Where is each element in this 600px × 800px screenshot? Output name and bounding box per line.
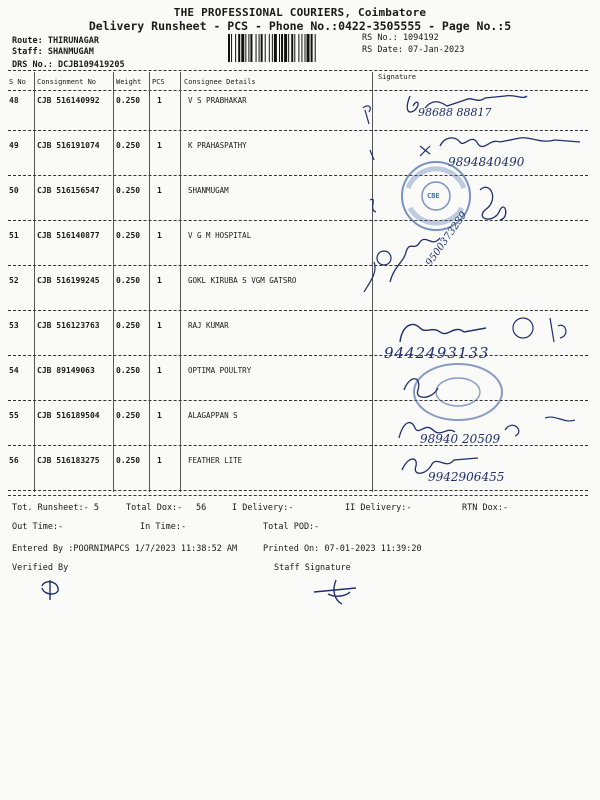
rs-date: RS Date: 07-Jan-2023: [362, 45, 465, 55]
row-consignment-no: CJB 516140877: [37, 231, 100, 240]
total-dox-label: Total Dox:-: [126, 503, 183, 513]
row-consignment-no: CJB 516189504: [37, 411, 100, 420]
printed-on: Printed On: 07-01-2023 11:39:20: [263, 544, 422, 554]
row-consignee-name: V G M HOSPITAL: [188, 231, 252, 240]
row-weight: 0.250: [116, 321, 141, 330]
row-consignee-name: SHANMUGAM: [188, 186, 229, 195]
row-pcs: 1: [157, 141, 162, 150]
handwritten-phone-48: 98688 88817: [418, 106, 492, 119]
col-header-pcs: PCS: [152, 78, 165, 86]
row-consignee-name: FEATHER LITE: [188, 456, 243, 465]
staff-signature: [312, 578, 358, 608]
row-weight: 0.250: [116, 231, 141, 240]
col-header-weight: Weight: [116, 78, 142, 86]
col-header-signature: Signature: [378, 73, 416, 81]
row-consignment-no: CJB 516156547: [37, 186, 100, 195]
row-consignee-name: K PRAHASPATHY: [188, 141, 247, 150]
row-consignee-name: OPTIMA POULTRY: [188, 366, 252, 375]
ii-delivery: II Delivery:-: [345, 503, 412, 513]
footer-rule: [8, 495, 588, 496]
in-time: In Time:-: [140, 522, 187, 532]
handwritten-phone-55: 98940 20509: [420, 432, 501, 446]
handwritten-phone-56: 9942906455: [428, 470, 505, 484]
signature-row-51: [360, 222, 520, 302]
row-pcs: 1: [157, 276, 162, 285]
col-divider: [113, 72, 114, 492]
rtn-dox: RTN Dox:-: [462, 503, 509, 513]
row-divider: [8, 175, 588, 176]
total-pod: Total POD:-: [263, 522, 320, 532]
row-consignee-name: ALAGAPPAN S: [188, 411, 238, 420]
row-consignment-no: CJB 516183275: [37, 456, 100, 465]
row-consignment-no: CJB 516199245: [37, 276, 100, 285]
verified-by: Verified By: [12, 563, 69, 573]
row-pcs: 1: [157, 96, 162, 105]
barcode-image: [228, 34, 356, 62]
verifier-signature: [38, 578, 62, 602]
row-weight: 0.250: [116, 366, 141, 375]
row-weight: 0.250: [116, 411, 141, 420]
row-weight: 0.250: [116, 456, 141, 465]
row-consignment-no: CJB 516191074: [37, 141, 100, 150]
row-divider: [8, 355, 588, 356]
row-sno: 54: [9, 366, 19, 375]
row-sno: 52: [9, 276, 19, 285]
row-divider: [8, 445, 588, 446]
row-pcs: 1: [157, 411, 162, 420]
row-sno: 55: [9, 411, 19, 420]
row-consignee-name: RAJ KUMAR: [188, 321, 229, 330]
row-sno: 51: [9, 231, 19, 240]
row-consignee-name: V S PRABHAKAR: [188, 96, 247, 105]
row-sno: 53: [9, 321, 19, 330]
row-sno: 50: [9, 186, 19, 195]
staff-label: Staff: SHANMUGAM: [12, 47, 94, 57]
row-weight: 0.250: [116, 186, 141, 195]
staff-signature-label: Staff Signature: [274, 563, 351, 573]
col-header-consignment: Consignment No: [37, 78, 97, 86]
row-pcs: 1: [157, 186, 162, 195]
company-title: THE PROFESSIONAL COURIERS, Coimbatore: [173, 6, 427, 19]
row-sno: 49: [9, 141, 19, 150]
col-header-sno: S No: [9, 78, 26, 86]
row-pcs: 1: [157, 456, 162, 465]
row-sno: 56: [9, 456, 19, 465]
row-weight: 0.250: [116, 141, 141, 150]
row-pcs: 1: [157, 231, 162, 240]
col-divider: [149, 72, 150, 492]
col-header-consignee: Consignee Details: [184, 78, 256, 86]
rs-number: RS No.: 1094192: [362, 33, 439, 43]
tot-runsheet: Tot. Runsheet:- 5: [12, 503, 99, 513]
runsheet-subtitle: Delivery Runsheet - PCS - Phone No.:0422-3505555 - Page No.:5: [88, 19, 512, 33]
handwritten-phone-51: 9500373239: [424, 209, 470, 269]
drs-number: DRS No.: DCJB109419205: [12, 60, 125, 70]
row-consignment-no: CJB 516123763: [37, 321, 100, 330]
i-delivery: I Delivery:-: [232, 503, 294, 513]
row-divider: [8, 490, 588, 491]
row-consignment-no: CJB 89149063: [37, 366, 95, 375]
total-dox-value: 56: [196, 503, 207, 513]
handwritten-phone-53: 9442493133: [384, 344, 490, 362]
col-divider: [34, 72, 35, 492]
handwritten-phone-49: 9894840490: [448, 155, 525, 169]
row-weight: 0.250: [116, 96, 141, 105]
row-consignment-no: CJB 516140992: [37, 96, 100, 105]
col-divider: [180, 72, 181, 492]
table-top-rule: [8, 70, 588, 71]
row-pcs: 1: [157, 321, 162, 330]
row-pcs: 1: [157, 366, 162, 375]
entered-by: Entered By :POORNIMAPCS 1/7/2023 11:38:52 AM: [12, 544, 238, 554]
row-divider: [8, 310, 588, 311]
route-label: Route: THIRUNAGAR: [12, 36, 99, 46]
row-consignee-name: GOKL KIRUBA S VGM GATSRO: [188, 276, 297, 285]
out-time: Out Time:-: [12, 522, 64, 532]
row-weight: 0.250: [116, 276, 141, 285]
row-sno: 48: [9, 96, 19, 105]
stamp-text: CBE: [427, 192, 440, 200]
